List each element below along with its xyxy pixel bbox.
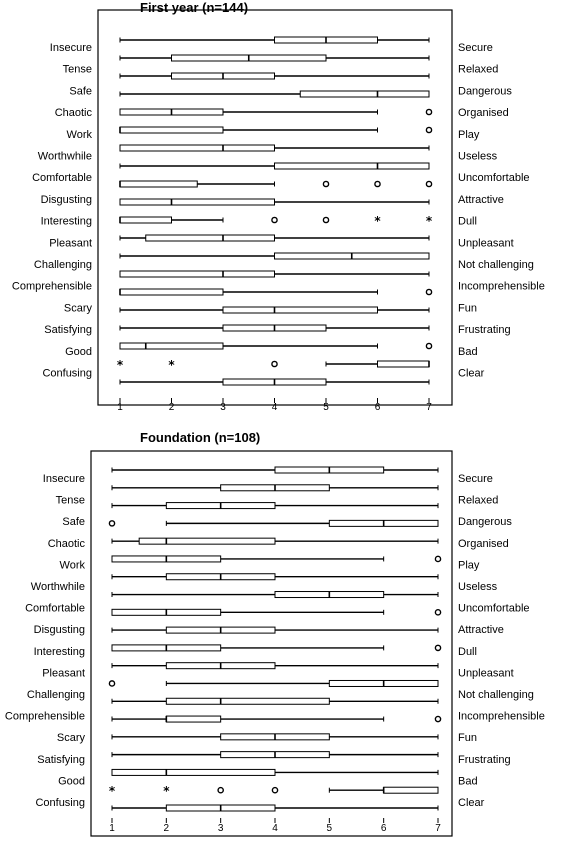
outlier-point <box>435 556 440 561</box>
box-row <box>112 716 441 722</box>
box-row <box>112 609 441 615</box>
row-label-right: Unpleasant <box>458 667 514 680</box>
iqr-box <box>120 199 275 205</box>
x-tick-label: 6 <box>380 823 387 834</box>
iqr-box <box>120 217 172 223</box>
row-label-right: Clear <box>458 797 485 809</box>
box-row <box>112 538 438 544</box>
box-row <box>120 37 429 43</box>
iqr-box <box>120 145 275 151</box>
iqr-box <box>378 361 430 367</box>
box-row <box>120 163 429 169</box>
box-row <box>112 805 438 811</box>
row-label-left: Worthwhile <box>30 581 85 593</box>
row-label-right: Dull <box>458 645 477 658</box>
row-label-left: Confusing <box>35 797 85 809</box>
iqr-box <box>146 235 275 241</box>
outlier-point <box>435 645 440 650</box>
box-row <box>120 271 429 277</box>
row-label-left: Insecure <box>42 473 85 485</box>
outlier-point <box>109 681 114 686</box>
row-label-left: Work <box>66 128 92 141</box>
row-label-left: Comprehensible <box>11 280 92 293</box>
box-row <box>109 680 438 686</box>
row-label-left: Worthwhile <box>37 150 92 163</box>
row-label-right: Uncomfortable <box>458 172 530 185</box>
row-label-left: Interesting <box>33 645 85 658</box>
row-label-left: Work <box>59 559 85 572</box>
x-tick-label: 4 <box>272 823 278 834</box>
x-tick-label: 7 <box>435 823 441 834</box>
outlier-point <box>218 788 223 793</box>
iqr-box <box>223 307 378 313</box>
extreme-point: * <box>116 358 124 372</box>
first-year-chart <box>12 10 545 413</box>
row-label-left: Interesting <box>40 215 92 228</box>
outlier-point <box>109 521 114 526</box>
row-label-right: Bad <box>458 345 478 358</box>
row-label-left: Good <box>65 345 92 358</box>
row-label-left: Chaotic <box>47 537 85 550</box>
iqr-box <box>120 127 223 133</box>
iqr-box <box>120 289 223 295</box>
box-row <box>120 181 432 187</box>
iqr-box <box>166 698 329 704</box>
row-label-left: Satisfying <box>44 324 92 337</box>
box-row <box>120 127 432 133</box>
row-label-left: Tense <box>62 63 92 76</box>
x-tick-label: 1 <box>117 402 123 413</box>
x-tick-label: 2 <box>168 402 175 413</box>
iqr-box <box>120 343 223 349</box>
outlier-point <box>426 181 431 186</box>
row-label-right: Unpleasant <box>458 237 514 250</box>
box-row <box>109 784 438 798</box>
box-row <box>120 109 432 115</box>
iqr-box <box>275 163 430 169</box>
row-label-right: Play <box>458 128 480 141</box>
row-label-right: Not challenging <box>458 689 534 701</box>
row-label-left: Satisfying <box>37 753 85 766</box>
row-label-left: Comfortable <box>25 602 85 615</box>
box-row <box>109 520 438 526</box>
box-row <box>112 574 438 580</box>
box-row <box>112 592 438 598</box>
row-label-right: Play <box>458 559 480 572</box>
row-label-left: Disgusting <box>33 624 85 637</box>
outlier-point <box>426 343 431 348</box>
row-label-right: Uncomfortable <box>458 602 530 615</box>
box-row <box>112 698 438 704</box>
box-row <box>120 235 429 241</box>
row-label-right: Attractive <box>458 193 504 206</box>
iqr-box <box>112 769 275 775</box>
row-label-left: Good <box>58 775 85 788</box>
box-row <box>120 55 429 61</box>
row-label-right: Relaxed <box>458 63 499 76</box>
box-row <box>120 307 429 313</box>
row-label-left: Challenging <box>26 689 85 701</box>
row-label-left: Pleasant <box>49 237 92 250</box>
row-label-left: Comfortable <box>32 172 92 185</box>
row-label-left: Scary <box>63 302 92 315</box>
row-label-right: Incomprehensible <box>458 710 545 723</box>
row-label-right: Organised <box>458 107 509 120</box>
row-label-right: Fun <box>458 302 477 315</box>
box-row <box>112 734 438 740</box>
iqr-box <box>384 787 438 793</box>
row-label-right: Frustrating <box>458 753 511 766</box>
row-label-right: Useless <box>458 581 498 593</box>
box-row <box>120 145 429 151</box>
extreme-point: * <box>163 784 170 799</box>
x-tick-label: 2 <box>163 823 170 834</box>
row-label-left: Chaotic <box>54 107 92 120</box>
row-label-right: Useless <box>458 150 498 163</box>
x-tick-label: 3 <box>220 402 226 413</box>
row-label-right: Dull <box>458 215 477 228</box>
row-label-left: Confusing <box>42 367 92 380</box>
box-row <box>112 627 438 633</box>
box-row <box>112 485 438 491</box>
outlier-point <box>272 788 277 793</box>
outlier-point <box>426 127 431 132</box>
row-label-left: Insecure <box>49 42 92 54</box>
extreme-point: * <box>425 214 433 228</box>
box-row <box>120 73 429 79</box>
outlier-point <box>426 109 431 114</box>
outlier-point <box>272 361 277 366</box>
row-label-left: Safe <box>62 516 85 529</box>
iqr-box <box>139 538 275 544</box>
box-row <box>112 467 438 473</box>
row-label-right: Fun <box>458 732 477 745</box>
row-label-right: Frustrating <box>458 324 511 337</box>
extreme-point: * <box>168 358 175 372</box>
row-label-right: Attractive <box>458 624 504 637</box>
row-label-left: Disgusting <box>40 193 92 206</box>
box-row <box>120 91 429 97</box>
outlier-point <box>435 610 440 615</box>
row-label-left: Scary <box>56 732 85 745</box>
iqr-box <box>120 271 275 277</box>
box-row <box>112 663 438 669</box>
row-label-right: Dangerous <box>458 85 512 98</box>
chart-title-foundation: Foundation (n=108) <box>140 430 261 445</box>
row-label-right: Bad <box>458 775 478 788</box>
box-row <box>120 343 432 349</box>
row-label-left: Comprehensible <box>4 710 85 723</box>
box-row <box>120 289 432 295</box>
row-label-left: Tense <box>55 494 85 507</box>
iqr-box <box>300 91 429 97</box>
outlier-point <box>375 181 380 186</box>
extreme-point: * <box>374 214 381 228</box>
row-label-right: Dangerous <box>458 516 512 529</box>
box-row <box>112 769 438 775</box>
row-label-left: Pleasant <box>42 667 85 680</box>
x-tick-label: 6 <box>374 402 381 413</box>
row-label-right: Not challenging <box>458 259 534 271</box>
row-label-right: Clear <box>458 367 485 380</box>
chart-title-first-year: First year (n=144) <box>140 0 249 15</box>
box-row <box>120 379 429 385</box>
row-label-right: Secure <box>458 42 493 54</box>
row-label-right: Incomprehensible <box>458 280 545 293</box>
box-row <box>117 358 429 372</box>
iqr-box <box>166 716 220 722</box>
row-label-left: Safe <box>69 85 92 98</box>
box-row <box>120 199 429 205</box>
row-label-right: Organised <box>458 537 509 550</box>
box-row <box>112 556 441 562</box>
row-label-right: Secure <box>458 473 493 485</box>
box-row <box>120 214 433 228</box>
outlier-point <box>435 716 440 721</box>
box-row <box>112 752 438 758</box>
box-row <box>112 645 441 651</box>
row-label-right: Relaxed <box>458 494 499 507</box>
x-tick-label: 1 <box>109 823 115 834</box>
x-tick-label: 7 <box>426 402 432 413</box>
extreme-point: * <box>108 784 116 799</box>
x-tick-label: 5 <box>326 823 333 834</box>
box-row <box>112 503 438 509</box>
box-row <box>120 325 429 331</box>
outlier-point <box>426 289 431 294</box>
box-row <box>120 253 429 259</box>
row-label-left: Challenging <box>33 259 92 271</box>
iqr-box <box>120 181 197 187</box>
foundation-chart <box>5 451 545 836</box>
outlier-point <box>272 217 277 222</box>
x-tick-label: 3 <box>217 823 224 834</box>
x-tick-label: 5 <box>323 402 329 413</box>
outlier-point <box>323 181 328 186</box>
outlier-point <box>323 217 328 222</box>
x-tick-label: 4 <box>271 402 278 413</box>
